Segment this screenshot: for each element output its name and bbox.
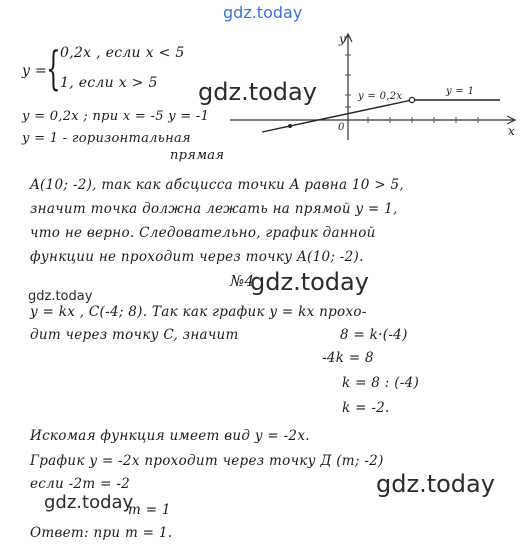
watermark-section: gdz.today [250,268,369,296]
system-case-2: 1, если x > 5 [60,75,158,91]
note-line-2: y = 1 - горизонтальная [22,131,191,146]
watermark-graph: gdz.today [198,78,317,106]
section4-line-6: m = 1 [128,502,171,518]
axis-origin-label: 0 [338,122,345,133]
section3-line-2: значит точка должна лежать на прямой y = 1, [30,201,398,217]
section4-eq-1: 8 = k·(-4) [340,327,408,343]
note-line-2b: прямая [170,148,225,163]
graph-label-func: y = 0,2x [358,91,403,102]
graph-label-const: y = 1 [446,86,475,97]
section3-line-4: функции не проходит через точку A(10; -2). [30,249,364,265]
section4-line-3: Искомая функция имеет вид y = -2x. [30,428,310,444]
section4-eq-3: k = 8 : (-4) [342,375,420,391]
section3-line-1: A(10; -2), так как абсцисса точки A равна 10 > 5, [30,177,404,193]
watermark-top: gdz.today [223,3,303,22]
point-minus5 [288,124,292,128]
section4-line-5: если -2m = -2 [30,476,131,492]
watermark-bottom-left: gdz.today [44,492,134,513]
section4-eq-4: k = -2. [342,400,390,416]
section4-number: №4 [230,272,255,290]
section3-line-3: что не верно. Следовательно, график данной [30,225,376,241]
section4-line-2: дит через точку C, значит [30,327,239,343]
section4-line-1: y = kx , C(-4; 8). Так как график y = kx прохо- [30,304,367,320]
system-case-1: 0,2x , если x < 5 [60,45,185,61]
system-brace: { [46,41,61,95]
note-line-1: y = 0,2x ; при x = -5 y = -1 [22,109,210,124]
section4-line-4: График y = -2x проходит через точку Д (m; -2) [30,453,384,469]
open-point [409,97,414,102]
watermark-bottom-right: gdz.today [376,470,495,498]
axis-y-label: y [339,32,347,46]
system-y: y = [22,63,47,79]
section4-eq-2: -4k = 8 [322,350,374,366]
answer-line: Ответ: при m = 1. [30,525,173,541]
watermark-left-small: gdz.today [28,289,93,304]
axis-x-label: x [508,124,516,138]
